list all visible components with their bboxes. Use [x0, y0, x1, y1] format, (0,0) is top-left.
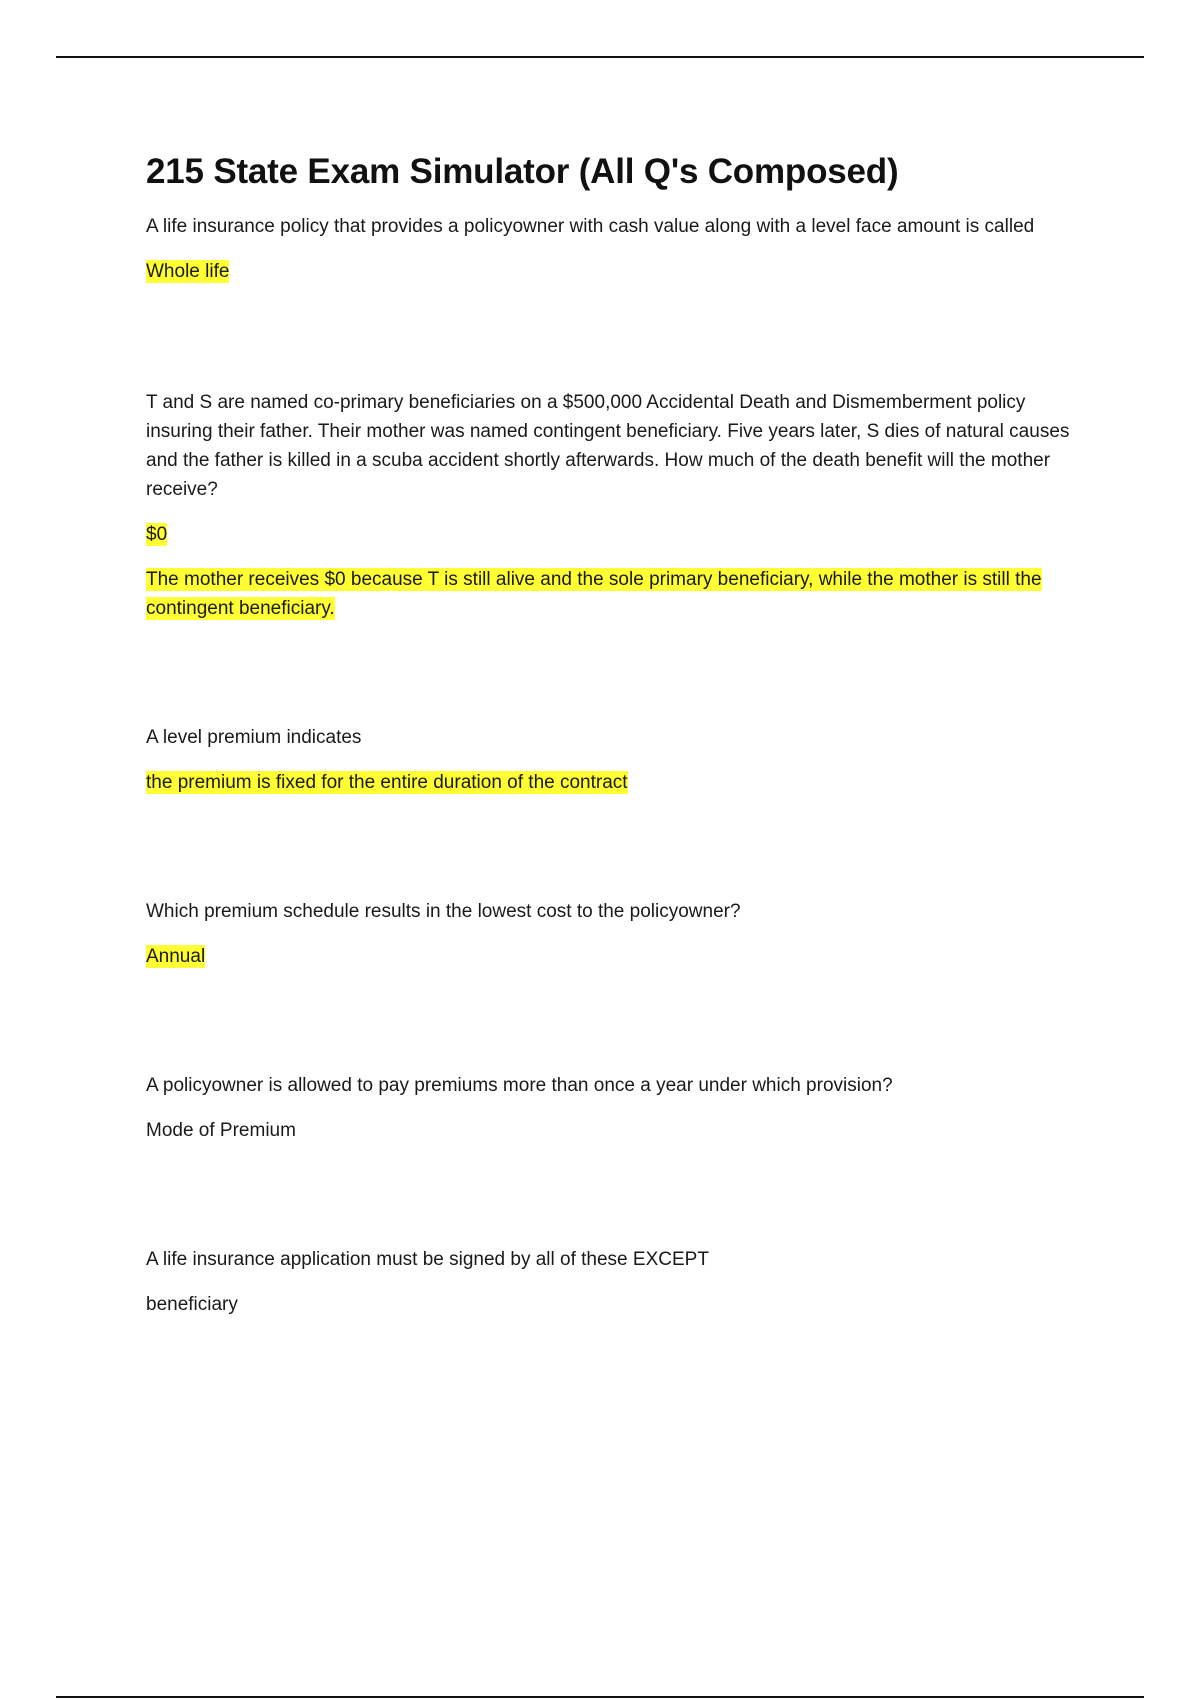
answer-text: Mode of Premium [146, 1120, 296, 1141]
answer-text: Annual [146, 946, 206, 967]
question-text: Which premium schedule results in the lowest cost to the policyowner? [146, 901, 741, 922]
answer-text: beneficiary [146, 1294, 238, 1315]
document-page [146, 148, 1086, 1319]
question-text: A life insurance application must be signed by all of these EXCEPT [146, 1249, 709, 1270]
qa-item [146, 1071, 1086, 1145]
footer-rule [56, 1696, 1144, 1698]
question-text: A level premium indicates [146, 727, 362, 748]
answer-explanation-block [146, 565, 1086, 623]
answer-text: $0 [146, 524, 168, 545]
document-title: 215 State Exam Simulator (All Q's Composed) [146, 152, 899, 191]
question-text: A policyowner is allowed to pay premiums more than once a year under which provision? [146, 1075, 893, 1096]
answer-block [146, 520, 1086, 549]
answer-block [146, 257, 1086, 286]
question-text: T and S are named co-primary beneficiaries on a $500,000 Accidental Death and Dismemberment policy insuring their father. Their mother was named contingent beneficiary. Five years later, S dies of natural causes and the father is killed in a scuba accident shortly afterwards. How much of the death benefit will the mother receive? [146, 392, 1070, 500]
qa-item [146, 1245, 1086, 1319]
answer-block [146, 942, 1086, 971]
qa-item [146, 212, 1086, 286]
answer-block [146, 768, 1086, 797]
answer-explanation-text: The mother receives $0 because T is still alive and the sole primary beneficiary, while the mother is still the contingent beneficiary. [146, 569, 1042, 619]
header-rule [56, 56, 1144, 58]
answer-block [146, 1116, 1086, 1145]
question-text: A life insurance policy that provides a policyowner with cash value along with a level face amount is called [146, 216, 1035, 237]
answer-block [146, 1290, 1086, 1319]
answer-text: the premium is fixed for the entire duration of the contract [146, 772, 628, 793]
qa-item [146, 897, 1086, 971]
answer-text: Whole life [146, 261, 230, 282]
qa-item [146, 388, 1086, 623]
qa-item [146, 723, 1086, 797]
